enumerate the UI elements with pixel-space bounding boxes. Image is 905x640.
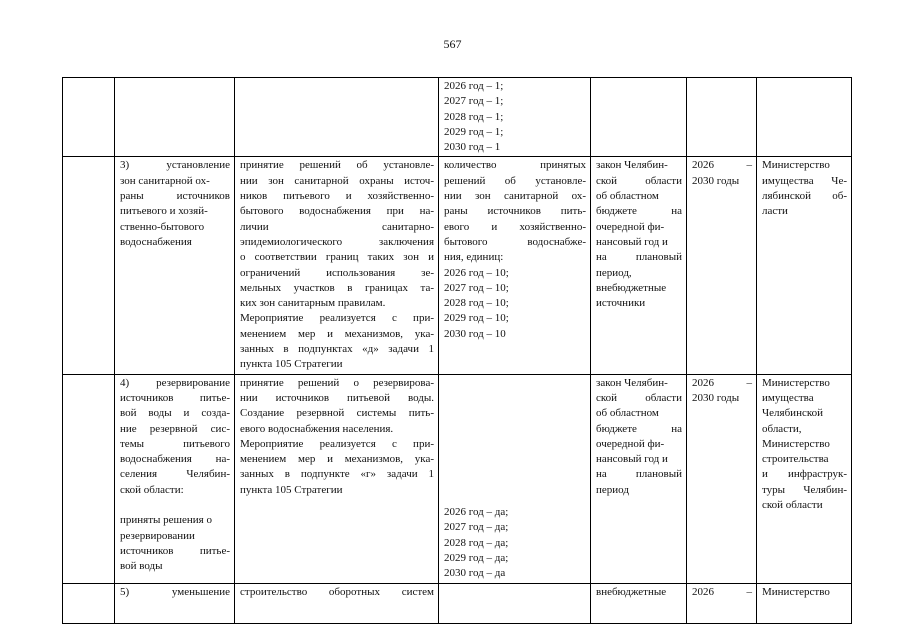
measure-line: селения Челябин- xyxy=(120,468,230,481)
period-line: 2026 – xyxy=(692,159,752,172)
period-line: 2026 – xyxy=(692,585,752,598)
description-cell xyxy=(235,78,439,157)
funding-line: ской области xyxy=(596,174,682,187)
funding-line: период, xyxy=(596,266,632,279)
measure-line: источников питье- xyxy=(120,391,230,404)
description-cell xyxy=(235,374,439,583)
funding-line: закон Челябин- xyxy=(596,376,668,389)
measure-line: водоснабжения на- xyxy=(120,453,230,466)
indicator-line: 2028 год – 10; xyxy=(444,297,509,310)
description-line: пункта 105 Стратегии xyxy=(240,358,343,371)
description-line: пункта 105 Стратегии xyxy=(240,483,343,496)
responsible-cell xyxy=(757,374,852,583)
period-cell xyxy=(687,374,757,583)
description-line: ких зон санитарным правилам. xyxy=(240,297,386,310)
funding-line: очередной фи- xyxy=(596,437,665,450)
responsible-line: ской области xyxy=(762,499,823,512)
description-line: личии санитарно- xyxy=(240,220,434,233)
description-line: занных в подпунктах «д» задачи 1 xyxy=(240,343,434,356)
description-line: нии зон санитарной охраны источ- xyxy=(240,174,434,187)
responsible-line: Министерство xyxy=(762,159,830,172)
description-line: бытового водоснабжения при на- xyxy=(240,205,434,218)
measure-line: ние резервной сис- xyxy=(120,422,230,435)
funding-cell xyxy=(591,78,687,157)
description-cell xyxy=(235,157,439,374)
indicator-line: 2027 год – да; xyxy=(444,521,509,534)
funding-line: внебюджетные xyxy=(596,585,667,598)
responsible-line: имущества Че- xyxy=(762,174,847,187)
period-line: 2026 – xyxy=(692,376,752,389)
description-line: строительство оборотных систем xyxy=(240,585,434,598)
funding-line: закон Челябин- xyxy=(596,159,668,172)
row-number-cell xyxy=(63,583,115,623)
measures-table xyxy=(62,77,852,624)
description-line: менением мер и механизмов, ука- xyxy=(240,453,434,466)
table-row xyxy=(63,157,852,374)
indicator-line: 2026 год – да; xyxy=(444,506,509,519)
table-row xyxy=(63,78,852,157)
period-line: 2030 годы xyxy=(692,391,740,404)
description-cell xyxy=(235,583,439,623)
indicator-line: 2027 год – 1; xyxy=(444,95,504,108)
measure-line: 5) уменьшение xyxy=(120,585,230,598)
funding-line: источники xyxy=(596,297,646,310)
period-cell xyxy=(687,78,757,157)
indicator-line: 2028 год – да; xyxy=(444,536,509,549)
period-line: 2030 годы xyxy=(692,174,740,187)
funding-line: очередной фи- xyxy=(596,220,665,233)
measure-line: вой воды xyxy=(120,560,163,573)
responsible-line: и инфраструк- xyxy=(762,468,847,481)
responsible-line: Министерство xyxy=(762,437,830,450)
responsible-line: ласти xyxy=(762,205,788,218)
responsible-line: строительства xyxy=(762,453,829,466)
funding-cell xyxy=(591,157,687,374)
funding-cell xyxy=(591,374,687,583)
indicator-line: 2029 год – 10; xyxy=(444,312,509,325)
indicator-line: 2030 год – 10 xyxy=(444,327,506,340)
description-line: нии источников питьевой воды. xyxy=(240,391,434,404)
description-line: менением мер и механизмов, ука- xyxy=(240,327,434,340)
measure-line: ской области: xyxy=(120,483,184,496)
measure-cell xyxy=(115,78,235,157)
row-number-cell xyxy=(63,374,115,583)
description-line: принятие решений об установле- xyxy=(240,159,434,172)
funding-line: ской области xyxy=(596,391,682,404)
indicator-line: 2029 год – да; xyxy=(444,552,509,565)
indicator-line: решений об установле- xyxy=(444,174,586,187)
description-line: эпидемиологического заключения xyxy=(240,235,434,248)
spacer-line xyxy=(120,498,230,513)
funding-line: нансовый год и xyxy=(596,453,668,466)
page-number: 567 xyxy=(443,37,462,51)
indicator-cell xyxy=(439,78,591,157)
indicator-line: 2030 год – да xyxy=(444,567,506,580)
measure-line: раны источников xyxy=(120,190,230,203)
description-line: мельных участков в границах та- xyxy=(240,281,434,294)
measure-line: ственно-бытового xyxy=(120,220,205,233)
responsible-line: имущества xyxy=(762,391,814,404)
funding-line: на плановый xyxy=(596,468,682,481)
indicator-cell xyxy=(439,374,591,583)
responsible-cell xyxy=(757,78,852,157)
responsible-line: Министерство xyxy=(762,376,830,389)
indicator-cell xyxy=(439,583,591,623)
measure-cell xyxy=(115,583,235,623)
description-line: о соответствии границ таких зон и xyxy=(240,251,434,264)
indicator-cell xyxy=(439,157,591,374)
description-line: Создание резервной системы пить- xyxy=(240,407,434,420)
indicator-line: 2027 год – 10; xyxy=(444,281,509,294)
row-number-cell xyxy=(63,78,115,157)
funding-line: об областном xyxy=(596,190,659,203)
indicator-line: 2026 год – 1; xyxy=(444,80,504,92)
table-row xyxy=(63,374,852,583)
row-number-cell xyxy=(63,157,115,374)
description-line: ников питьевого и хозяйственно- xyxy=(240,190,434,203)
funding-line: внебюджетные xyxy=(596,281,667,294)
measure-line: источников питье- xyxy=(120,544,230,557)
indicator-line: 2026 год – 10; xyxy=(444,266,509,279)
indicator-line: нии зон санитарной ох- xyxy=(444,190,586,203)
measure-cell xyxy=(115,374,235,583)
measure-line: зон санитарной ох- xyxy=(120,174,210,187)
measure-line: приняты решения о xyxy=(120,514,212,527)
responsible-line: области, xyxy=(762,422,802,435)
responsible-line: лябинской об- xyxy=(762,190,847,203)
funding-line: нансовый год и xyxy=(596,235,668,248)
funding-line: период xyxy=(596,483,629,496)
period-cell xyxy=(687,157,757,374)
indicator-line: бытового водоснабже- xyxy=(444,235,586,248)
funding-line: бюджете на xyxy=(596,205,682,218)
indicator-line: раны источников пить- xyxy=(444,205,586,218)
measure-line: 4) резервирование xyxy=(120,376,230,389)
description-line: ограничений использования зе- xyxy=(240,266,434,279)
funding-cell xyxy=(591,583,687,623)
funding-line: на плановый xyxy=(596,251,682,264)
table-row xyxy=(63,583,852,623)
responsible-line: туры Челябин- xyxy=(762,483,847,496)
measure-cell xyxy=(115,157,235,374)
responsible-cell xyxy=(757,583,852,623)
indicator-line: евого и хозяйственно- xyxy=(444,220,586,233)
indicator-line: 2030 год – 1 xyxy=(444,141,501,154)
measure-line: водоснабжения xyxy=(120,235,192,248)
funding-line: бюджете на xyxy=(596,422,682,435)
measure-line: резервировании xyxy=(120,529,195,542)
description-line: евого водоснабжения населения. xyxy=(240,422,394,435)
measure-line: вой воды и созда- xyxy=(120,407,230,420)
indicator-line: ния, единиц: xyxy=(444,251,504,264)
responsible-line: Челябинской xyxy=(762,407,824,420)
funding-line: об областном xyxy=(596,407,659,420)
description-line: Мероприятие реализуется с при- xyxy=(240,312,434,325)
indicator-line: 2028 год – 1; xyxy=(444,110,504,123)
measure-line: питьевого и хозяй- xyxy=(120,205,208,218)
responsible-cell xyxy=(757,157,852,374)
description-line: принятие решений о резервирова- xyxy=(240,376,434,389)
measure-line: 3) установление xyxy=(120,159,230,172)
description-line: занных в подпункте «г» задачи 1 xyxy=(240,468,434,481)
measure-line: темы питьевого xyxy=(120,437,230,450)
description-line: Мероприятие реализуется с при- xyxy=(240,437,434,450)
indicator-line: количество принятых xyxy=(444,159,586,172)
period-cell xyxy=(687,583,757,623)
indicator-line: 2029 год – 1; xyxy=(444,125,504,138)
responsible-line: Министерство xyxy=(762,585,830,598)
